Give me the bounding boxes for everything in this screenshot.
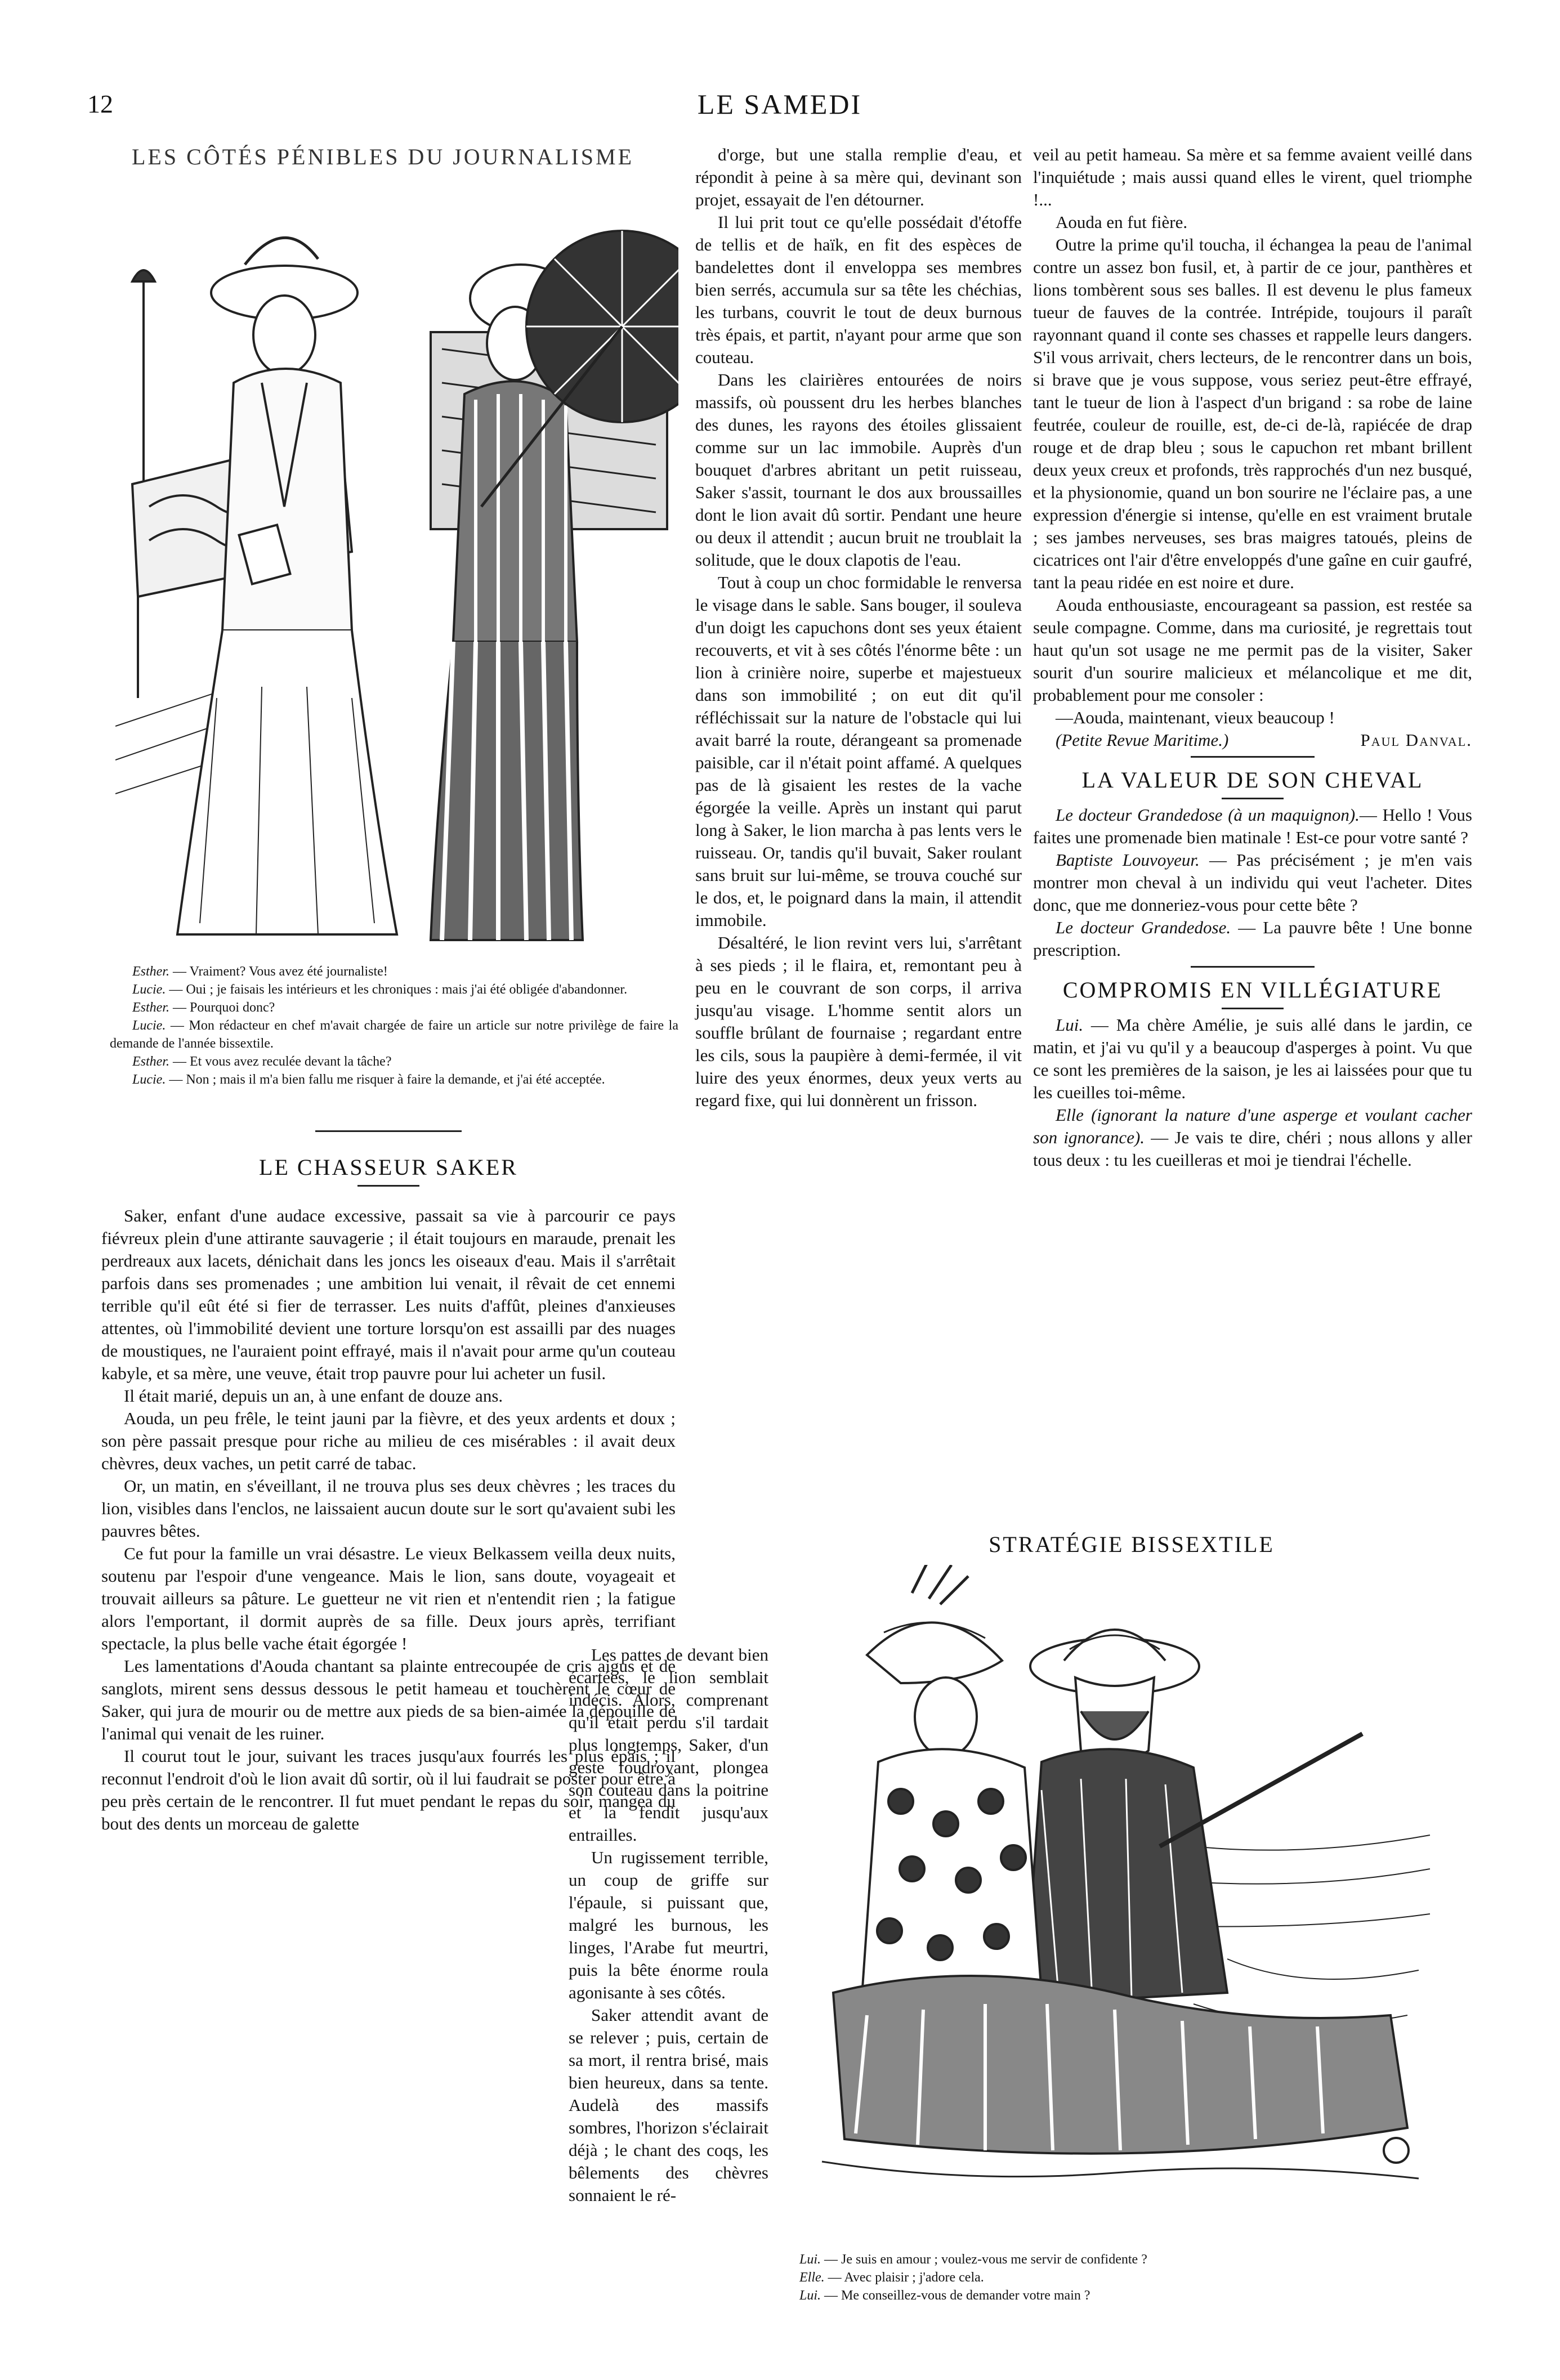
illustration-strategie bbox=[799, 1565, 1441, 2240]
paragraph: veil au petit hameau. Sa mère et sa femme avaient veillé dans l'inquiétude ; mais aussi quand elles le virent, quel triomphe !... bbox=[1033, 145, 1472, 209]
paragraph: Dans les clairières entourées de noirs massifs, où poussent dru les herbes blanches des dunes, les rayons des étoiles glissaient comme sur un lac immobile. Auprès d'un bouquet d'arbres abritant un petit ruisseau, Saker s'assit, tournant le dos aux broussailles dont le lion avait dû sortir. Pendant une heure ou deux il attendit ; aucun bruit ne troublait la solitude, que le doux clapotis de l'eau. bbox=[695, 370, 1022, 570]
page-number: 12 bbox=[87, 90, 113, 118]
caption-line: Elle. — Avec plaisir ; j'adore cela. bbox=[799, 2270, 984, 2285]
article-strategie bbox=[794, 1531, 1469, 1558]
article-title: LA VALEUR DE SON CHEVAL bbox=[1081, 767, 1424, 793]
masthead-title: LE SAMEDI bbox=[697, 88, 862, 120]
saker-column-3 bbox=[1033, 144, 1472, 1171]
paragraph: Il était marié, depuis un an, à une enfant de douze ans. bbox=[124, 1386, 503, 1406]
article-title: LES CÔTÉS PÉNIBLES DU JOURNALISME bbox=[131, 144, 634, 169]
caption-line: Lui. — Me conseillez-vous de demander votre main ? bbox=[799, 2288, 1090, 2303]
article-title: LE CHASSEUR SAKER bbox=[259, 1155, 518, 1180]
source: (Petite Revue Maritime.) bbox=[1056, 730, 1229, 750]
title-rule bbox=[357, 1185, 419, 1187]
caption-strategie bbox=[799, 2251, 1447, 2305]
caption-line: Lui. — Je suis en amour ; voulez-vous me servir de confidente ? bbox=[799, 2252, 1147, 2267]
article-journalisme bbox=[101, 144, 664, 170]
paragraph: Il courut tout le jour, suivant les traces jusqu'aux fourrés les plus épais ; il reconnut l'endroit d'où le lion avait dû sortir, où il lui faudrait se poster pour être à peu près certain de le rencontrer. Il fut muet pendant le repas du soir, mangea du bout des dents un morceau de galette bbox=[101, 1746, 676, 1833]
dialogue-line: Le docteur Grandedose (à un maquignon).— Hello ! Vous faites une promenade bien matinale ! Est-ce pour votre santé ? bbox=[1033, 805, 1472, 847]
saker-column-2-top bbox=[695, 144, 1022, 1112]
dialogue-line: Le docteur Grandedose. — La pauvre bête ! Une bonne prescription. bbox=[1033, 918, 1472, 960]
paragraph: Or, un matin, en s'éveillant, il ne trouva plus ses deux chèvres ; les traces du lion, visibles dans l'enclos, ne laissaient aucun doute sur le sort qu'avaient subi les pauvres bêtes. bbox=[101, 1476, 676, 1541]
caption-line: Lucie. — Mon rédacteur en chef m'avait chargée de faire un article sur notre privilège de faire la demande de l'année bissextile. bbox=[110, 1018, 678, 1051]
paragraph: Tout à coup un choc formidable le renversa le visage dans le sable. Sans bouger, il souleva d'un doigt les capuchons dont ses yeux étaient recouverts, et vit à ses côtés l'énorme bête : un lion à crinière noire, superbe et majestueux dans son immobilité ; on eut dit qu'il réfléchissait sur la nature de l'obstacle qui lui avait barré la route, dérangeant sa promenade paisible, car il n'était point affamé. A quelques pas de là gisaient les restes de la vache égorgée la veille. Après un instant qui parut long à Saker, le lion marcha à pas lents vers le ruisseau. Or, tandis qu'il buvait, Saker roulant sans bruit sur lui-même, se trouva couché sur le dos, et, le poignard dans la main, il attendit immobile. bbox=[695, 572, 1022, 930]
illustration-journalisme bbox=[115, 191, 678, 951]
dialogue-line: Lui. — Ma chère Amélie, je suis allé dans le jardin, ce matin, et j'ai vu qu'il y a beaucoup d'asperges à point. Vu que ce sont les premières de la saison, je les ai laissées pour que tu les cueilles toi-même. bbox=[1033, 1015, 1472, 1102]
caption-line: Lucie. — Oui ; je faisais les intérieurs et les chroniques : mais j'ai été obligée d'abandonner. bbox=[132, 982, 628, 997]
caption-journalisme bbox=[110, 963, 678, 1089]
paragraph: —Aouda, maintenant, vieux beaucoup ! bbox=[1056, 708, 1335, 727]
author: Paul Danval. bbox=[1360, 730, 1472, 750]
paragraph: Désaltéré, le lion revint vers lui, s'arrêtant à ses pieds ; il le flaira, et, remontant peu à peu en le couvrant de son corps, il arriva jusqu'au visage. L'homme sentit alors un souffle brûlant de fournaise ; regardant entre les cils, sous la paupière à demi-fermée, il vit luire des yeux énormes, deux yeux verts au regard fixe, qui lui donnèrent un frisson. bbox=[695, 933, 1022, 1110]
article-saker-title bbox=[101, 1154, 676, 1187]
dialogue-line: Elle (ignorant la nature d'une asperge et voulant cacher son ignorance). — Je vais te dire, chéri ; nous allons y aller tous deux : tu les cueilleras et moi je tiendrai l'échelle. bbox=[1033, 1105, 1472, 1170]
dialogue-line: Baptiste Louvoyeur. — Pas précisément ; je m'en vais montrer mon cheval à un individu qui veut l'acheter. Dites donc, que me donneriez-vous pour cette bête ? bbox=[1033, 850, 1472, 915]
paragraph: Les pattes de devant bien écartées, le lion semblait indécis. Alors, comprenant qu'il était perdu s'il tardait plus longtemps, Saker, d'un geste foudroyant, plongea son couteau dans la poitrine et la fendit jusqu'aux entrailles. bbox=[569, 1645, 768, 1845]
caption-line: Lucie. — Non ; mais il m'a bien fallu me risquer à faire la demande, et j'ai été acceptée. bbox=[132, 1072, 605, 1087]
article-title: COMPROMIS EN VILLÉGIATURE bbox=[1062, 977, 1443, 1003]
separator-rule bbox=[315, 1130, 462, 1132]
caption-line: Esther. — Pourquoi donc? bbox=[132, 1000, 275, 1015]
caption-line: Esther. — Vraiment? Vous avez été journaliste! bbox=[132, 964, 388, 979]
paragraph: d'orge, but une stalla remplie d'eau, et répondit à peine à sa mère qui, devinant son projet, essayait de l'en détourner. bbox=[695, 145, 1022, 209]
paragraph: Il lui prit tout ce qu'elle possédait d'étoffe de tellis et de haïk, en fit des espèces de bandelettes dont il enveloppa ses membres bien serrés, accumula sur sa tête les chéchias, les turbans, couvrit le tout de deux burnous très épais, et partit, n'ayant pour arme que son couteau. bbox=[695, 212, 1022, 367]
paragraph: Ce fut pour la famille un vrai désastre. Le vieux Belkassem veilla deux nuits, soutenu par l'espoir d'une vengeance. Mais le lion, sans doute, voyageait et trouvait ailleurs sa pâture. Le guetteur ne vit rien et n'entendit rien ; la fatigue alors l'emportant, il dormit auprès de sa fille. Deux jours après, terrifiant spectacle, la plus belle vache était égorgée ! bbox=[101, 1544, 676, 1653]
paragraph: Aouda enthousiaste, encourageant sa passion, est restée sa seule compagne. Comme, dans ma curiosité, je regrettais tout haut qu'un sot usage ne me permit pas de la visiter, Saker sourit d'un sourire malicieux et mélancolique et me dit, probablement pour me consoler : bbox=[1033, 595, 1472, 705]
paragraph: Les lamentations d'Aouda chantant sa plainte entrecoupée de cris aigus et de sanglots, mirent sens dessus dessous le petit hameau et touchèrent le cœur de Saker, qui jura de mourir ou de mettre aux pieds de sa bien-aimée la dépouille de l'animal qui venait de les ruiner. bbox=[101, 1656, 676, 1743]
saker-column-2-bottom bbox=[569, 1644, 768, 2207]
article-title: STRATÉGIE BISSEXTILE bbox=[989, 1532, 1275, 1557]
paragraph: Saker attendit avant de se relever ; puis, certain de sa mort, il rentra brisé, mais bien heureux, dans sa tente. Audelà des massifs sombres, l'horizon s'éclairait déjà ; le chant des coqs, les bêlements des chèvres sonnaient le ré- bbox=[569, 2005, 768, 2205]
paragraph: Outre la prime qu'il toucha, il échangea la peau de l'animal contre un assez bon fusil, et, à partir de ce jour, panthères et lions tombèrent sous ses balles. Il est devenu le plus fameux tueur de fauves de la contrée. Intrépide, toujours il paraît rayonnant quand il conte ses chasses et rappelle leurs dangers. S'il vous arrivait, chers lecteurs, de le rencontrer dans un bois, si brave que je vous suppose, vous seriez peut-être effrayé, tant le tueur de lion à l'aspect d'un brigand : sa robe de laine feutrée, couleur de rouille, est, de-ci de-là, rapiécée de drap rouge et de drap bleu ; sous le capuchon ret mbant brillent deux yeux creux et profonds, très rapprochés d'un nez busqué, et la physionomie, quand un bon sourire ne l'éclaire pas, a une expression d'énergie si intense, qu'elle en est vraiment brutale ; ses jambes nerveuses, ses bras maigres tatoués, pleins de cicatrices ont l'air d'être enveloppés d'une gaîne en cuir gaufré, tant la peau ridée en est noire et dure. bbox=[1033, 235, 1472, 592]
paragraph: Saker, enfant d'une audace excessive, passait sa vie à parcourir ce pays fiévreux plein d'une attirante sauvagerie ; il était toujours en maraude, prenait les perdreaux aux lacets, dénichait dans les joncs les oiseaux d'eau. Mais il s'arrêtait parfois dans ses promenades ; une ambition lui venait, il rêvait de cet ennemi terrible qu'il eût été si fier de terrasser. Les nuits d'affût, pleines d'anxieuses attentes, où l'immobilité devient une torture lorsqu'on est assailli par des nuages de moustiques, ne l'auraient point effrayé, mais il n'avait pour arme qu'un couteau kabyle, et sa mère, une veuve, était trop pauvre pour lui acheter un fusil. bbox=[101, 1206, 676, 1383]
caption-line: Esther. — Et vous avez reculée devant la tâche? bbox=[132, 1054, 392, 1069]
paragraph: Aouda en fut fière. bbox=[1056, 212, 1188, 232]
signature-line bbox=[1033, 729, 1472, 751]
paragraph: Aouda, un peu frêle, le teint jauni par la fièvre, et des yeux ardents et doux ; son père passait presque pour riche au milieu de ces misérables : il avait deux chèvres, deux vaches, un petit carré de tabac. bbox=[101, 1408, 676, 1473]
paragraph: Un rugissement terrible, un coup de griffe sur l'épaule, si puissant que, malgré les burnous, les linges, l'Arabe fut meurtri, puis la bête énorme roula agonisante à ses côtés. bbox=[569, 1847, 768, 2002]
